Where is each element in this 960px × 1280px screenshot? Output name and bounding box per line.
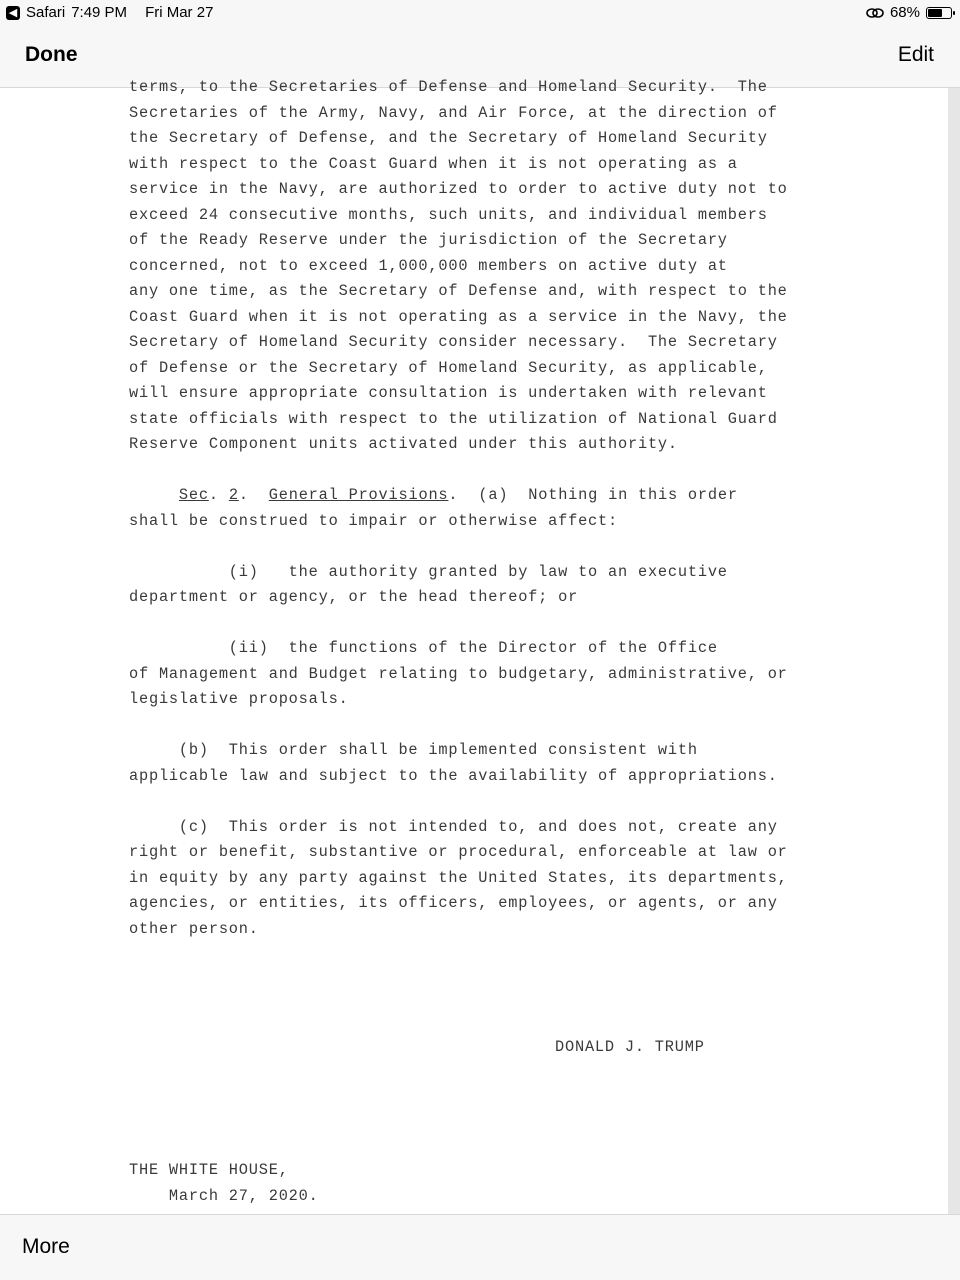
- para1-line: any one time, as the Secretary of Defense and, with respect to the: [129, 282, 788, 300]
- battery-icon: [926, 7, 952, 19]
- done-button[interactable]: Done: [25, 43, 78, 66]
- sec-label: Sec: [178, 486, 209, 504]
- section-2a-line2: shall be construed to impair or otherwise affect:: [129, 511, 619, 530]
- section-title: General Provisions: [268, 486, 449, 504]
- status-date: Fri Mar 27: [145, 4, 214, 21]
- para1-line: Secretary of Homeland Security consider necessary. The Secretary: [129, 333, 778, 351]
- item-b: [129, 738, 849, 789]
- sign-date: March 27, 2020.: [129, 1186, 319, 1205]
- para1-line: will ensure appropriate consultation is undertaken with relevant: [129, 384, 768, 402]
- para1-line: concerned, not to exceed 1,000,000 members on active duty at: [129, 256, 728, 275]
- item-c-line: other person.: [129, 919, 259, 938]
- item-ii-line: (ii) the functions of the Director of the Office: [129, 639, 718, 657]
- section-2-heading: Sec. 2. General Provisions. (a) Nothing in this order shall be construed to impair or otherwise affect:: [129, 483, 849, 534]
- section-2a-text: (a) Nothing in this order: [478, 486, 738, 504]
- item-c-line: agencies, or entities, its officers, employees, or agents, or any: [129, 894, 778, 912]
- item-b-line: (b) This order shall be implemented consistent with: [129, 741, 698, 759]
- para1-line: the Secretary of Defense, and the Secretary of Homeland Security: [129, 129, 768, 147]
- place-date: [129, 1158, 319, 1209]
- status-time: 7:49 PM: [71, 4, 128, 21]
- link-icon: [866, 6, 884, 20]
- para1-line: Secretaries of the Army, Navy, and Air Force, at the direction of: [129, 103, 778, 122]
- sec-number: 2: [228, 486, 239, 504]
- bottom-toolbar: [0, 1214, 960, 1280]
- item-i-line: department or agency, or the head thereof; or: [129, 588, 579, 606]
- item-i: [129, 560, 849, 611]
- para1-line: Reserve Component units activated under this authority.: [129, 435, 678, 453]
- document-page[interactable]: [0, 78, 948, 1214]
- para1-line: of the Ready Reserve under the jurisdiction of the Secretary: [129, 231, 728, 249]
- back-to-app-icon[interactable]: ◀: [6, 6, 20, 20]
- para1-line: terms, to the Secretaries of Defense and Homeland Security. The: [129, 78, 768, 96]
- item-ii: [129, 636, 849, 713]
- item-i-line: (i) the authority granted by law to an executive: [129, 562, 728, 581]
- status-bar: [0, 0, 960, 26]
- page-edge: [948, 88, 960, 1214]
- item-c-line: right or benefit, substantive or procedural, enforceable at law or: [129, 843, 788, 861]
- item-c: [129, 815, 849, 943]
- item-b-line: applicable law and subject to the availability of appropriations.: [129, 766, 778, 785]
- document-body: [129, 75, 849, 968]
- signature: DONALD J. TRUMP: [555, 1038, 705, 1056]
- para1-line: with respect to the Coast Guard when it is not operating as a: [129, 154, 738, 173]
- para1-line: of Defense or the Secretary of Homeland Security, as applicable,: [129, 358, 768, 377]
- para1-line: Coast Guard when it is not operating as a service in the Navy, the: [129, 307, 788, 326]
- edit-button[interactable]: Edit: [897, 43, 934, 66]
- item-ii-line: of Management and Budget relating to budgetary, administrative, or: [129, 664, 788, 683]
- more-button[interactable]: More: [22, 1235, 70, 1258]
- item-ii-line: legislative proposals.: [129, 690, 349, 708]
- item-c-line: in equity by any party against the United States, its departments,: [129, 868, 788, 887]
- para1-line: service in the Navy, are authorized to order to active duty not to: [129, 180, 788, 198]
- place: THE WHITE HOUSE,: [129, 1161, 289, 1179]
- item-c-line: (c) This order is not intended to, and does not, create any: [129, 817, 778, 836]
- battery-percent: 68%: [889, 4, 920, 21]
- paragraph-authority: [129, 75, 849, 458]
- back-app-label[interactable]: Safari: [26, 4, 66, 21]
- para1-line: exceed 24 consecutive months, such units, and individual members: [129, 205, 768, 224]
- para1-line: state officials with respect to the utilization of National Guard: [129, 409, 778, 428]
